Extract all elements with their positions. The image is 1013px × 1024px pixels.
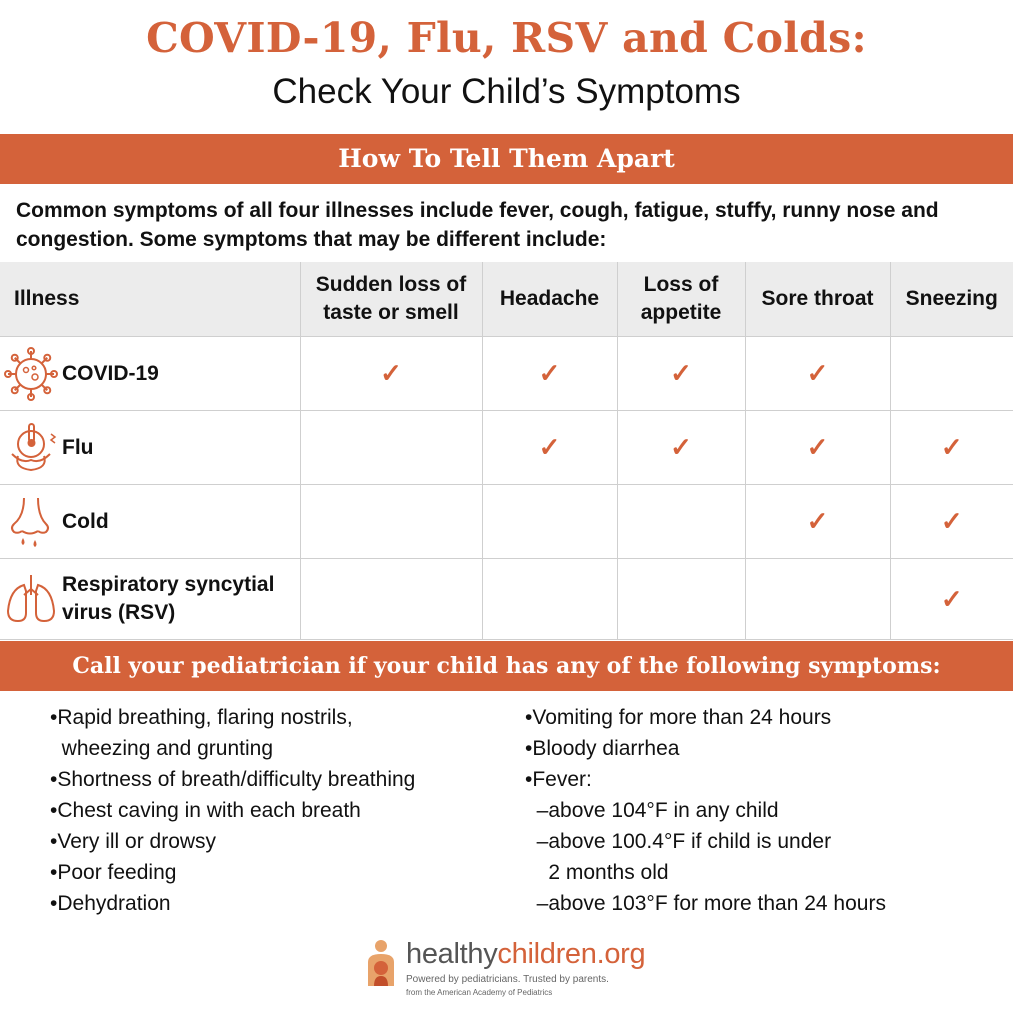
- illness-wrap: [0, 337, 300, 410]
- symptom-cell: [890, 411, 1013, 485]
- checkmark-icon: ✓: [670, 358, 692, 388]
- symptom-cell: [745, 411, 890, 485]
- family-logo-icon: [362, 938, 400, 988]
- table-row: [0, 337, 1013, 411]
- illness-name: Respiratory syncytial virus (RSV): [62, 573, 275, 624]
- list-item: •Fever:: [525, 768, 592, 791]
- checkmark-icon: ✓: [940, 583, 963, 614]
- symptom-cell: [745, 559, 890, 640]
- illness-wrap: [0, 485, 300, 558]
- checkmark-icon: ✓: [806, 432, 829, 462]
- header-taste-smell-label: Sudden loss of taste or smell: [315, 273, 467, 324]
- lungs-icon: [0, 569, 62, 629]
- list-item: •Dehydration: [50, 892, 171, 915]
- list-item: –above 104°F in any child: [525, 799, 779, 822]
- illness-cell: [0, 337, 300, 411]
- healthychildren-logo[interactable]: [362, 936, 662, 1002]
- virus-icon: [0, 344, 62, 404]
- illness-name: Cold: [62, 509, 109, 533]
- table-row: [0, 411, 1013, 485]
- table-row: [0, 485, 1013, 559]
- illness-cell: [0, 485, 300, 559]
- header-taste-smell: [300, 262, 482, 337]
- symptom-cell: [300, 485, 482, 559]
- symptom-cell: [482, 485, 617, 559]
- list-item: •Rapid breathing, flaring nostrils,: [50, 706, 353, 729]
- warning-list-left: [50, 702, 415, 919]
- illness-cell: [0, 411, 300, 485]
- symptom-cell: [482, 411, 617, 485]
- list-item: •Bloody diarrhea: [525, 737, 680, 760]
- checkmark-icon: ✓: [940, 506, 963, 536]
- logo-word-children: children.org: [497, 938, 646, 970]
- checkmark-icon: ✓: [538, 358, 561, 388]
- symptom-cell: [482, 337, 617, 411]
- logo-wordmark: [406, 938, 645, 971]
- symptom-cell: [300, 411, 482, 485]
- symptom-cell: [617, 559, 745, 640]
- symptom-cell: [890, 337, 1013, 411]
- symptom-cell: [617, 485, 745, 559]
- logo-tagline-aap: from the American Academy of Pediatrics: [406, 988, 553, 997]
- checkmark-icon: ✓: [380, 358, 402, 388]
- list-item: •Vomiting for more than 24 hours: [525, 706, 832, 729]
- section-banner-tell-apart: How To Tell Them Apart: [0, 134, 1013, 184]
- checkmark-icon: ✓: [670, 432, 692, 462]
- page-title: COVID-19, Flu, RSV and Colds:: [146, 14, 867, 62]
- header-appetite: [617, 262, 745, 337]
- list-item: •Shortness of breath/difficulty breathing: [50, 768, 416, 791]
- intro-text: Common symptoms of all four illnesses include fever, cough, fatigue, stuffy, runny nose and congestion. Some symptoms that may be different include:: [16, 199, 939, 251]
- symptom-cell: [617, 337, 745, 411]
- header-sore-throat: Sore throat: [745, 262, 890, 337]
- list-item: –above 100.4°F if child is under: [525, 830, 832, 853]
- thermometer-person-icon: [0, 418, 62, 478]
- table-header-row: [0, 262, 1013, 337]
- symptom-cell: [482, 559, 617, 640]
- list-item: •Chest caving in with each breath: [50, 799, 361, 822]
- list-item: •Very ill or drowsy: [50, 830, 217, 853]
- list-item: wheezing and grunting: [50, 737, 273, 760]
- page-subtitle: Check Your Child’s Symptoms: [272, 72, 741, 111]
- symptom-cell: [617, 411, 745, 485]
- symptom-cell: [745, 485, 890, 559]
- symptom-cell: [300, 559, 482, 640]
- checkmark-icon: ✓: [538, 432, 561, 462]
- table-row: [0, 559, 1013, 640]
- list-item: •Poor feeding: [50, 861, 177, 884]
- illness-wrap: [0, 411, 300, 484]
- symptom-cell: [890, 559, 1013, 640]
- symptom-cell: [300, 337, 482, 411]
- logo-tagline: Powered by pediatricians. Trusted by parents.: [406, 974, 609, 985]
- illness-name: Flu: [62, 435, 94, 459]
- header-sneezing: Sneezing: [890, 262, 1013, 337]
- illness-wrap: [0, 559, 300, 639]
- list-item: 2 months old: [525, 861, 669, 884]
- list-item: –above 103°F for more than 24 hours: [525, 892, 886, 915]
- illness-name: COVID-19: [62, 361, 159, 385]
- symptom-cell: [745, 337, 890, 411]
- header-headache: Headache: [482, 262, 617, 337]
- checkmark-icon: ✓: [806, 358, 829, 388]
- checkmark-icon: ✓: [806, 506, 829, 536]
- warning-list-right: [525, 702, 886, 919]
- checkmark-icon: ✓: [940, 432, 963, 462]
- symptom-cell: [890, 485, 1013, 559]
- header-appetite-label: Loss of appetite: [640, 273, 722, 324]
- symptom-table: [0, 262, 1013, 640]
- section-banner-call-pediatrician: Call your pediatrician if your child has any of the following symptoms:: [0, 641, 1013, 691]
- runny-nose-icon: [0, 492, 62, 552]
- illness-cell: [0, 559, 300, 640]
- header-illness: Illness: [0, 262, 300, 337]
- logo-word-healthy: healthy: [406, 938, 498, 970]
